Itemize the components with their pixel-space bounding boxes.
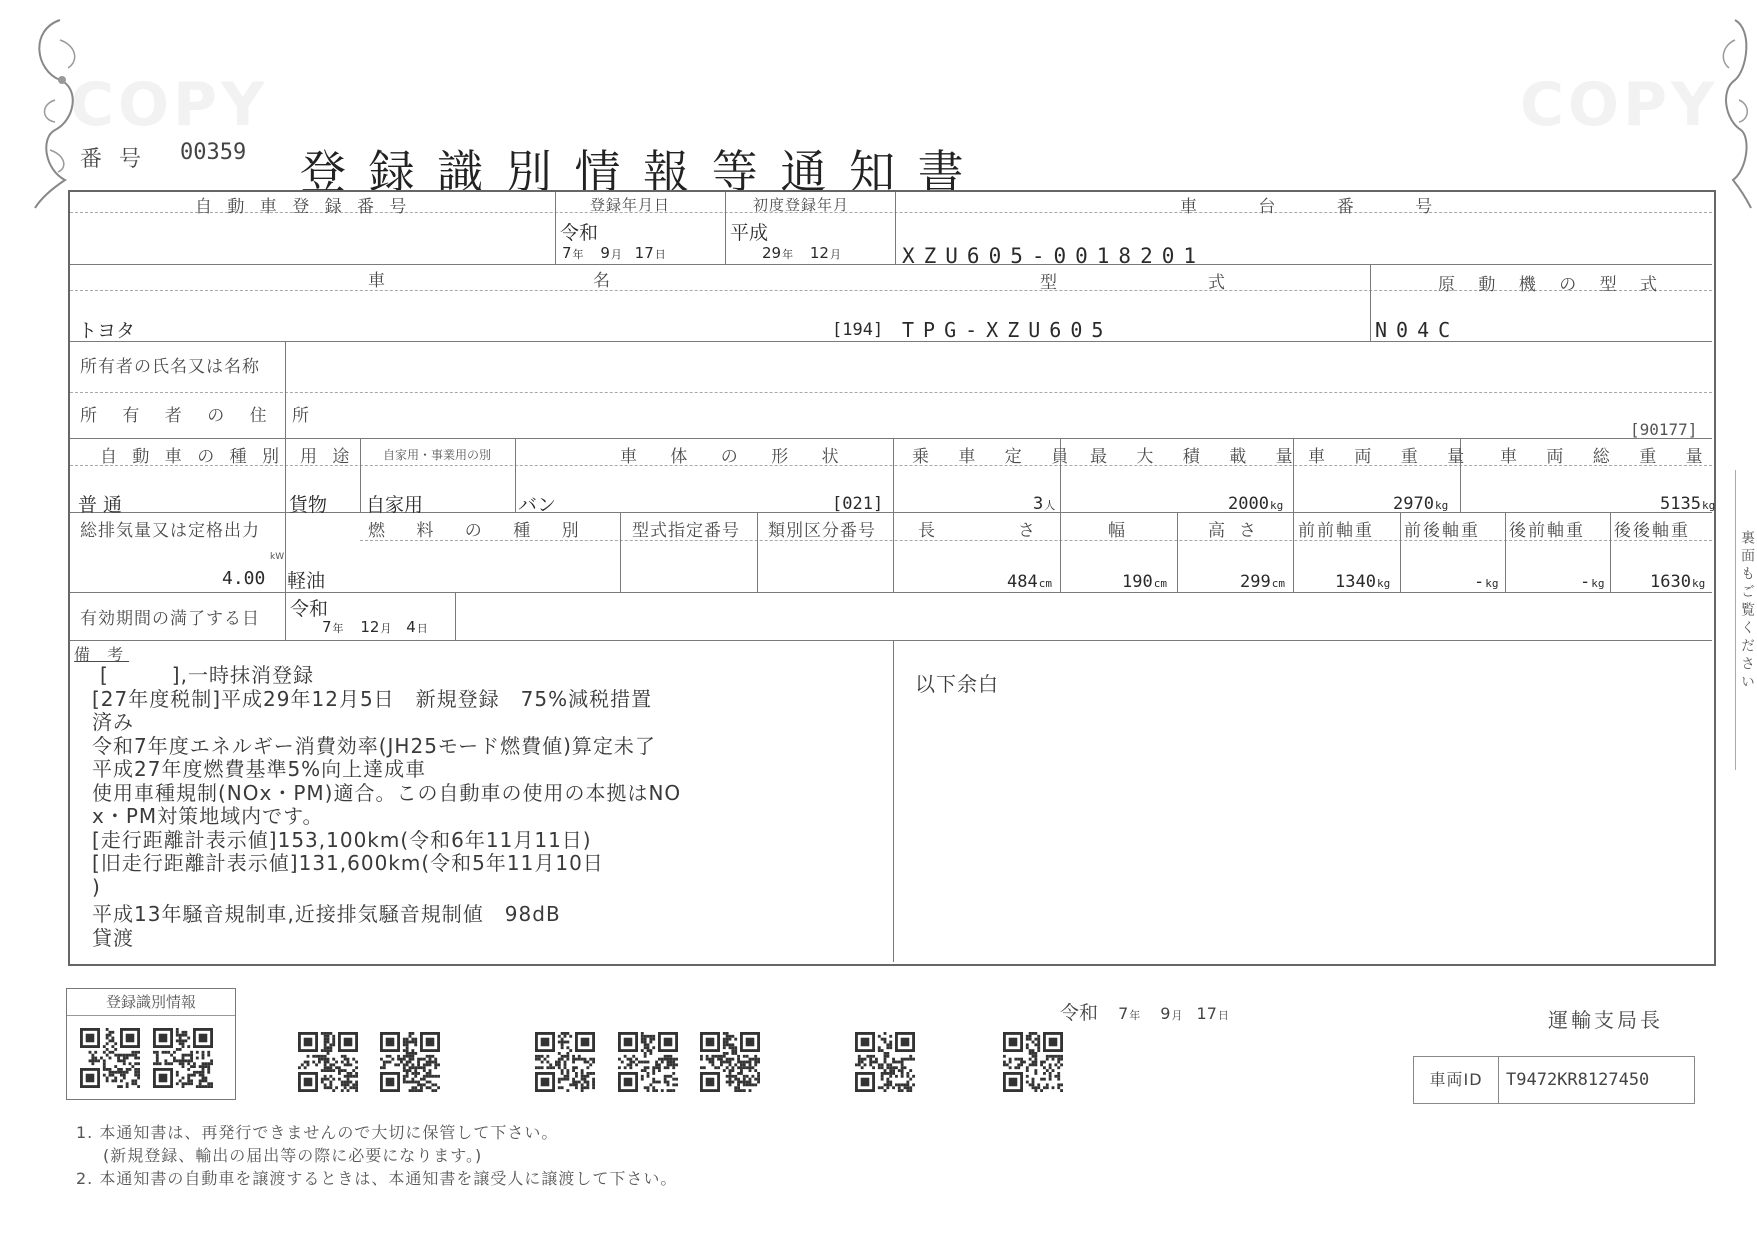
remark-line: [27年度税制]平成29年12月5日 新規登録 75%減税措置 bbox=[92, 686, 653, 711]
registration-date: 7年 9月 17日 bbox=[562, 244, 666, 262]
registration-year: 7 bbox=[562, 244, 572, 262]
car-name-label-2: 名 bbox=[593, 271, 615, 291]
qr-code bbox=[535, 1030, 595, 1094]
height-label: 高さ bbox=[1208, 521, 1270, 541]
engine-model-value: N04C bbox=[1375, 318, 1460, 342]
qr-code bbox=[700, 1030, 760, 1094]
copy-watermark-right: COPY bbox=[1520, 70, 1719, 140]
front-rear-axle-value: -kg bbox=[1474, 572, 1499, 592]
remark-line: 令和7年度エネルギー消費効率(JH25モード燃費値)算定未了 bbox=[92, 733, 656, 758]
body-shape-value: バン bbox=[518, 494, 557, 516]
rear-front-axle-value: -kg bbox=[1580, 572, 1605, 592]
use-label: 用 途 bbox=[300, 447, 355, 467]
use-value: 貨物 bbox=[289, 494, 328, 516]
length-label-2: さ bbox=[1018, 521, 1040, 541]
vehicle-id-value: T9472KR8127450 bbox=[1506, 1070, 1650, 1090]
remarks-label: 備 考 bbox=[74, 645, 130, 664]
first-registration-year: 29 bbox=[762, 244, 782, 262]
car-name-label-1: 車 bbox=[368, 271, 390, 291]
qr-code bbox=[380, 1030, 440, 1094]
issue-day: 17 bbox=[1196, 1004, 1217, 1023]
type-designation-label: 型式指定番号 bbox=[632, 521, 740, 541]
qr-code bbox=[618, 1030, 678, 1094]
remark-line: 平成27年度燃費基準5%向上達成車 bbox=[92, 757, 427, 781]
chassis-number-value: XZU605-0018201 bbox=[902, 244, 1206, 268]
front-front-axle-label: 前前軸重 bbox=[1298, 521, 1374, 541]
fuel-type-label: 燃 料 の 種 別 bbox=[368, 521, 592, 541]
rear-rear-axle-value: 1630kg bbox=[1650, 572, 1706, 592]
rear-front-axle-label: 後前軸重 bbox=[1509, 521, 1585, 541]
registration-number-label: 自 動 車 登 録 番 号 bbox=[195, 197, 412, 217]
gross-weight-label: 車 両 総 重 量 bbox=[1500, 447, 1715, 467]
side-note-text: 裏面もご覧ください bbox=[1739, 530, 1755, 692]
expiry-month: 12 bbox=[360, 618, 380, 636]
qr-code bbox=[1003, 1030, 1063, 1094]
registration-era: 令和 bbox=[560, 222, 599, 244]
owner-name-label: 所有者の氏名又は名称 bbox=[80, 357, 260, 377]
expiry-era: 令和 bbox=[290, 598, 329, 620]
first-registration-date: 29年 12月 bbox=[762, 244, 841, 262]
model-label-1: 型 bbox=[1040, 273, 1062, 293]
owner-address-label: 所 有 者 の 住 所 bbox=[80, 406, 320, 426]
corner-ornament-right bbox=[1675, 10, 1753, 210]
side-note-box bbox=[1735, 470, 1754, 770]
displacement-label: 総排気量又は定格出力 bbox=[80, 521, 260, 541]
issue-era: 令和 bbox=[1060, 1002, 1099, 1024]
note-1-sub: (新規登録、輸出の届出等の際に必要になります。) bbox=[86, 1146, 483, 1165]
car-name-code: [194] bbox=[832, 320, 884, 340]
number-value: 00359 bbox=[180, 140, 247, 165]
remark-line: [ ],一時抹消登録 bbox=[100, 663, 314, 687]
body-shape-code: [021] bbox=[832, 494, 884, 514]
category-number-label: 類別区分番号 bbox=[768, 521, 876, 541]
car-name-value: トヨタ bbox=[78, 320, 136, 342]
first-registration-label: 初度登録年月 bbox=[753, 196, 850, 214]
qr-code bbox=[153, 1026, 213, 1090]
issue-month: 9 bbox=[1160, 1004, 1171, 1023]
number-label: 番 号 bbox=[80, 147, 146, 172]
max-load-label: 最 大 積 載 量 bbox=[1090, 447, 1305, 467]
vehicle-weight-label: 車 両 重 量 bbox=[1308, 447, 1477, 467]
displacement-value: 4.00 bbox=[222, 568, 266, 589]
identification-info-label: 登録識別情報 bbox=[67, 989, 235, 1016]
gross-weight-value: 5135kg bbox=[1660, 494, 1716, 514]
qr-code bbox=[855, 1030, 915, 1094]
expiry-date: 7年 12月 4日 bbox=[322, 618, 428, 636]
model-value: TPG-XZU605 bbox=[902, 318, 1113, 342]
registration-date-label: 登録年月日 bbox=[590, 196, 671, 214]
remarks-right-text: 以下余白 bbox=[915, 672, 999, 696]
remark-line: [旧走行距離計表示値]131,600km(令和5年11月10日 bbox=[92, 851, 604, 875]
remark-line: [走行距離計表示値]153,100km(令和6年11月11日) bbox=[92, 827, 592, 852]
max-load-value: 2000kg bbox=[1228, 494, 1284, 514]
rear-rear-axle-label: 後後軸重 bbox=[1614, 521, 1690, 541]
corner-ornament-left bbox=[20, 10, 110, 210]
remark-line: 平成13年騒音規制車,近接排気騒音規制値 98dB bbox=[92, 902, 561, 926]
qr-code bbox=[298, 1030, 358, 1094]
issue-year: 7 bbox=[1118, 1004, 1129, 1023]
document-title: 登 録 識 別 情 報 等 通 知 書 bbox=[300, 145, 968, 199]
expiry-day: 4 bbox=[406, 618, 416, 636]
qr-code bbox=[80, 1026, 140, 1090]
chassis-number-label: 車 台 番 号 bbox=[1180, 197, 1461, 217]
engine-model-label: 原 動 機 の 型 式 bbox=[1438, 275, 1667, 295]
expiry-year: 7 bbox=[322, 618, 332, 636]
kw-unit: kW bbox=[270, 552, 285, 562]
front-front-axle-value: 1340kg bbox=[1335, 572, 1391, 592]
length-value: 484cm bbox=[1007, 572, 1052, 592]
capacity-label: 乗 車 定 員 bbox=[912, 447, 1081, 467]
width-value: 190cm bbox=[1122, 572, 1167, 592]
remark-line: 済み bbox=[92, 710, 134, 734]
remark-line: 使用車種規制(NOx・PM)適合。この自動車の使用の本拠はNO bbox=[92, 780, 682, 805]
expiry-label: 有効期間の満了する日 bbox=[80, 609, 260, 629]
vehicle-weight-value: 2970kg bbox=[1393, 494, 1449, 514]
registration-month: 9 bbox=[600, 244, 610, 262]
note-1: 1. 本通知書は、再発行できませんので大切に保管して下さい。 bbox=[76, 1123, 559, 1142]
vehicle-kind-label: 自 動 車 の 種 別 bbox=[100, 447, 285, 467]
registration-day: 17 bbox=[634, 244, 654, 262]
vehicle-id-label: 車両ID bbox=[1414, 1057, 1499, 1103]
private-business-value: 自家用 bbox=[366, 494, 424, 516]
remark-line: 貸渡 bbox=[92, 925, 134, 950]
capacity-value: 3人 bbox=[1033, 494, 1056, 514]
vehicle-id-box bbox=[1413, 1056, 1695, 1104]
height-value: 299cm bbox=[1240, 572, 1285, 592]
remarks-block bbox=[92, 664, 681, 950]
remark-line: ) bbox=[92, 874, 101, 899]
fuel-type-value: 軽油 bbox=[287, 570, 326, 592]
remark-line: x・PM対策地域内です。 bbox=[92, 804, 324, 828]
issuing-authority: 運輸支局長 bbox=[1548, 1008, 1663, 1032]
first-registration-era: 平成 bbox=[730, 222, 769, 244]
copy-watermark-left: COPY bbox=[70, 70, 269, 140]
private-business-label: 自家用・事業用の別 bbox=[383, 448, 492, 462]
note-2: 2. 本通知書の自動車を譲渡するときは、本通知書を譲受人に譲渡して下さい。 bbox=[76, 1169, 678, 1188]
length-label-1: 長 bbox=[918, 521, 940, 541]
body-shape-label: 車 体 の 形 状 bbox=[620, 447, 853, 467]
owner-address-code: [90177] bbox=[1630, 420, 1698, 439]
model-label-2: 式 bbox=[1208, 273, 1230, 293]
width-label: 幅 bbox=[1108, 521, 1130, 541]
front-rear-axle-label: 前後軸重 bbox=[1404, 521, 1480, 541]
issue-date: 令和 7年 9月 17日 bbox=[1060, 1002, 1229, 1024]
first-registration-month: 12 bbox=[809, 244, 829, 262]
vehicle-kind-value: 普 通 bbox=[78, 494, 123, 516]
